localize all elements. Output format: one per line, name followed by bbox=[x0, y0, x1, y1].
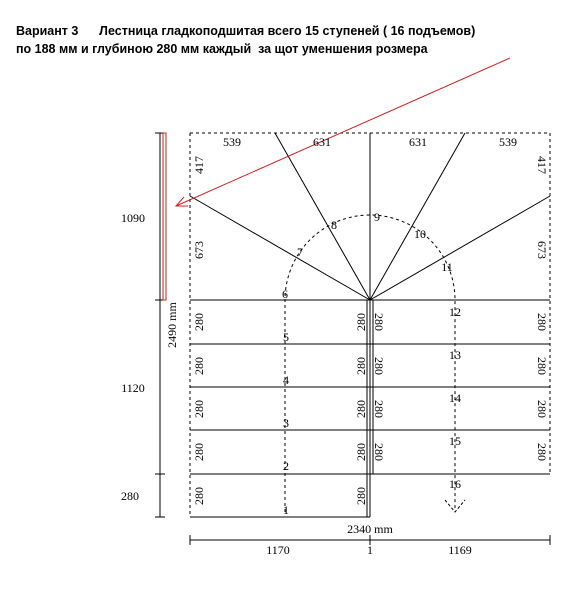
red-arrow-line bbox=[176, 58, 510, 206]
dim-side-left-lower: 673 bbox=[192, 241, 206, 259]
winder-line-left-low bbox=[190, 196, 370, 300]
title-line-1: Вариант 3 Лестница гладкоподшитая всего 15 ступеней ( 16 подъемов) bbox=[16, 24, 476, 38]
step-number-7: 7 bbox=[297, 245, 303, 259]
dim-width-left: 1170 bbox=[266, 543, 290, 557]
step-number-15: 15 bbox=[449, 434, 461, 448]
dim-top-1: 539 bbox=[223, 135, 241, 149]
dim-left-total: 2490 mm bbox=[165, 302, 179, 348]
step-number-16: 16 bbox=[449, 477, 461, 491]
step-number-1: 1 bbox=[283, 503, 289, 517]
dim-top-3: 631 bbox=[409, 135, 427, 149]
tread-label-l4: 280 bbox=[192, 443, 206, 461]
tread-label-l2: 280 bbox=[192, 357, 206, 375]
dim-top-4: 539 bbox=[499, 135, 517, 149]
step-number-2: 2 bbox=[283, 459, 289, 473]
step-number-6: 6 bbox=[282, 287, 288, 301]
tread-label-l5: 280 bbox=[192, 487, 206, 505]
winder-line-right-low bbox=[370, 196, 550, 300]
step-number-10: 10 bbox=[414, 227, 426, 241]
step-number-12: 12 bbox=[449, 305, 461, 319]
step-number-13: 13 bbox=[449, 348, 461, 362]
tread-label-cl2: 280 bbox=[354, 357, 368, 375]
tread-label-cl4: 280 bbox=[354, 443, 368, 461]
tread-label-cl3: 280 bbox=[354, 400, 368, 418]
step-number-4: 4 bbox=[283, 373, 289, 387]
dim-side-right-upper: 417 bbox=[535, 156, 549, 174]
red-bracket bbox=[163, 133, 166, 300]
tread-label-cl1: 280 bbox=[354, 313, 368, 331]
dim-width-right: 1169 bbox=[448, 543, 472, 557]
tread-label-cr3: 280 bbox=[372, 400, 386, 418]
step-number-14: 14 bbox=[449, 391, 461, 405]
step-number-9: 9 bbox=[374, 210, 380, 224]
tread-label-r3: 280 bbox=[535, 400, 549, 418]
step-number-3: 3 bbox=[283, 416, 289, 430]
dim-left-280: 280 bbox=[121, 489, 139, 503]
step-number-11: 11 bbox=[441, 260, 453, 274]
dim-left-1090: 1090 bbox=[121, 211, 145, 225]
tread-label-cl5: 280 bbox=[354, 487, 368, 505]
tread-label-r2: 280 bbox=[535, 357, 549, 375]
tread-label-cr4: 280 bbox=[372, 443, 386, 461]
dim-left-1120: 1120 bbox=[121, 381, 145, 395]
dim-width-center: 1 bbox=[367, 543, 373, 557]
dim-top-2: 631 bbox=[313, 135, 331, 149]
dim-side-left-upper: 417 bbox=[192, 156, 206, 174]
tread-label-l1: 280 bbox=[192, 313, 206, 331]
dim-side-right-lower: 673 bbox=[535, 241, 549, 259]
tread-label-cr1: 280 bbox=[372, 313, 386, 331]
step-number-5: 5 bbox=[283, 330, 289, 344]
tread-label-l3: 280 bbox=[192, 400, 206, 418]
step-number-8: 8 bbox=[331, 218, 337, 232]
dim-width-total: 2340 mm bbox=[347, 522, 393, 536]
tread-label-r4: 280 bbox=[535, 443, 549, 461]
title-line-2: по 188 мм и глубиною 280 мм каждый за щот уменшения розмера bbox=[16, 42, 428, 56]
tread-label-cr2: 280 bbox=[372, 357, 386, 375]
tread-label-r1: 280 bbox=[535, 313, 549, 331]
